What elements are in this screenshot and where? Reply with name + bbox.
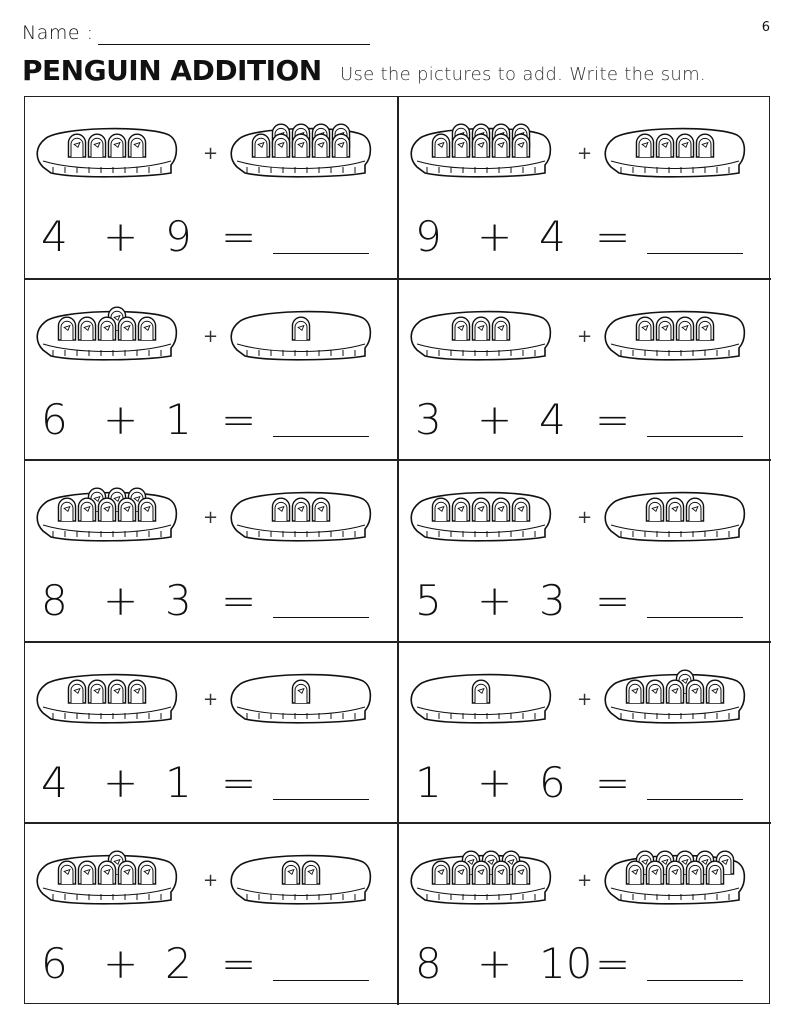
plus-sign: + bbox=[477, 939, 513, 989]
penguin-icon bbox=[98, 498, 115, 521]
equation bbox=[399, 755, 772, 815]
penguin-icon bbox=[676, 134, 693, 157]
answer-blank[interactable] bbox=[273, 253, 369, 254]
penguin-icon bbox=[666, 498, 683, 521]
penguin-icon bbox=[646, 862, 663, 885]
penguin-icon bbox=[512, 134, 529, 157]
problem-cell bbox=[398, 279, 771, 461]
penguin-icon bbox=[676, 317, 693, 340]
addend-1: 6 bbox=[41, 939, 68, 989]
penguin-icon bbox=[138, 317, 155, 340]
equation bbox=[399, 392, 772, 452]
penguin-icon bbox=[292, 134, 309, 157]
penguin-icon bbox=[452, 498, 469, 521]
addend-2: 9 bbox=[165, 212, 192, 261]
penguin-icon bbox=[646, 498, 663, 521]
penguin-icon bbox=[656, 317, 673, 340]
equation bbox=[399, 936, 772, 996]
answer-blank[interactable] bbox=[273, 980, 369, 981]
picture-plus-sign: + bbox=[203, 688, 219, 710]
addend-1: 6 bbox=[41, 394, 68, 444]
problem-cell bbox=[398, 460, 771, 642]
addend-2: 1 bbox=[165, 757, 192, 807]
addend-1: 9 bbox=[415, 212, 442, 261]
addend-2: 10 bbox=[539, 939, 593, 989]
answer-blank[interactable] bbox=[647, 617, 743, 618]
equals-sign: = bbox=[595, 394, 631, 444]
equation bbox=[25, 755, 398, 815]
penguin-icon bbox=[138, 862, 155, 885]
penguin-icon bbox=[656, 134, 673, 157]
picture-plus-sign: + bbox=[577, 688, 593, 710]
answer-blank[interactable] bbox=[273, 799, 369, 800]
problem-cell bbox=[25, 460, 398, 642]
addend-2: 3 bbox=[165, 576, 192, 626]
penguin-icon bbox=[472, 498, 489, 521]
penguin-icon bbox=[128, 680, 145, 703]
picture-plus-sign: + bbox=[577, 507, 593, 529]
penguin-icon bbox=[686, 498, 703, 521]
addend-1: 4 bbox=[41, 757, 68, 807]
addend-1: 8 bbox=[415, 939, 442, 989]
penguin-icon bbox=[646, 680, 663, 703]
equals-sign: = bbox=[595, 939, 631, 989]
penguin-icon bbox=[666, 862, 683, 885]
equation bbox=[399, 209, 772, 269]
penguin-icon bbox=[636, 317, 653, 340]
plus-sign: + bbox=[103, 212, 139, 261]
penguin-icon bbox=[292, 680, 309, 703]
addend-2: 4 bbox=[539, 394, 566, 444]
penguin-icon bbox=[432, 134, 449, 157]
problem-cell bbox=[25, 279, 398, 461]
penguin-icon bbox=[472, 317, 489, 340]
addend-1: 5 bbox=[415, 576, 442, 626]
answer-blank[interactable] bbox=[647, 980, 743, 981]
ice-floe-icon bbox=[605, 129, 744, 177]
problem-grid bbox=[24, 96, 770, 1004]
equation bbox=[25, 209, 398, 269]
penguin-icon bbox=[312, 498, 329, 521]
worksheet-title: PENGUIN ADDITION bbox=[22, 54, 322, 87]
penguin-icon bbox=[452, 862, 469, 885]
addend-2: 1 bbox=[165, 394, 192, 444]
penguin-icon bbox=[272, 498, 289, 521]
name-line[interactable] bbox=[98, 44, 370, 45]
penguin-icon bbox=[58, 317, 75, 340]
addend-2: 2 bbox=[165, 939, 192, 989]
penguin-icon bbox=[686, 680, 703, 703]
plus-sign: + bbox=[103, 394, 139, 444]
penguin-icon bbox=[108, 134, 125, 157]
penguin-icon bbox=[472, 680, 489, 703]
equals-sign: = bbox=[221, 576, 257, 626]
penguin-icon bbox=[128, 134, 145, 157]
problem-cell bbox=[398, 823, 771, 1005]
penguin-icon bbox=[68, 134, 85, 157]
penguin-icon bbox=[78, 862, 95, 885]
penguin-icon bbox=[666, 680, 683, 703]
penguin-icon bbox=[58, 498, 75, 521]
penguin-icon bbox=[492, 862, 509, 885]
problem-cell bbox=[25, 823, 398, 1005]
penguin-icon bbox=[118, 317, 135, 340]
plus-sign: + bbox=[477, 212, 513, 261]
ice-floe-icon bbox=[37, 129, 176, 177]
penguin-icon bbox=[492, 317, 509, 340]
equals-sign: = bbox=[595, 576, 631, 626]
equals-sign: = bbox=[595, 212, 631, 261]
picture-plus-sign: + bbox=[203, 507, 219, 529]
addend-1: 4 bbox=[41, 212, 68, 261]
penguin-icon bbox=[512, 498, 529, 521]
penguin-icon bbox=[706, 862, 723, 885]
page-number: 6 bbox=[761, 20, 770, 35]
penguin-icon bbox=[332, 134, 349, 157]
name-label: Name : bbox=[22, 22, 94, 44]
penguin-icon bbox=[292, 317, 309, 340]
penguin-icon bbox=[686, 862, 703, 885]
penguin-icon bbox=[78, 317, 95, 340]
penguin-icon bbox=[492, 498, 509, 521]
penguin-icon bbox=[98, 317, 115, 340]
instructions: Use the pictures to add. Write the sum. bbox=[340, 64, 706, 85]
plus-sign: + bbox=[103, 757, 139, 807]
addend-2: 3 bbox=[539, 576, 566, 626]
penguin-icon bbox=[626, 680, 643, 703]
equation bbox=[25, 936, 398, 996]
problem-cell bbox=[398, 642, 771, 824]
picture-plus-sign: + bbox=[203, 325, 219, 347]
penguin-icon bbox=[636, 134, 653, 157]
picture-plus-sign: + bbox=[577, 325, 593, 347]
equation bbox=[25, 573, 398, 633]
penguin-icon bbox=[696, 134, 713, 157]
penguin-icon bbox=[58, 862, 75, 885]
problem-cell bbox=[25, 642, 398, 824]
penguin-icon bbox=[292, 498, 309, 521]
picture-plus-sign: + bbox=[577, 870, 593, 892]
penguin-icon bbox=[432, 498, 449, 521]
penguin-icon bbox=[118, 498, 135, 521]
answer-blank[interactable] bbox=[273, 617, 369, 618]
penguin-icon bbox=[492, 134, 509, 157]
equation bbox=[25, 392, 398, 452]
plus-sign: + bbox=[477, 576, 513, 626]
penguin-icon bbox=[282, 862, 299, 885]
equation bbox=[399, 573, 772, 633]
picture-plus-sign: + bbox=[203, 870, 219, 892]
penguin-icon bbox=[626, 862, 643, 885]
picture-plus-sign: + bbox=[203, 143, 219, 164]
penguin-icon bbox=[88, 680, 105, 703]
penguin-icon bbox=[302, 862, 319, 885]
addend-1: 1 bbox=[415, 757, 442, 807]
penguin-icon bbox=[68, 680, 85, 703]
penguin-icon bbox=[272, 134, 289, 157]
plus-sign: + bbox=[103, 939, 139, 989]
penguin-icon bbox=[118, 862, 135, 885]
problem-cell bbox=[398, 97, 771, 279]
addend-1: 8 bbox=[41, 576, 68, 626]
penguin-icon bbox=[312, 134, 329, 157]
addend-2: 6 bbox=[539, 757, 566, 807]
penguin-icon bbox=[88, 134, 105, 157]
addend-2: 4 bbox=[539, 212, 566, 261]
plus-sign: + bbox=[477, 394, 513, 444]
answer-blank[interactable] bbox=[273, 436, 369, 437]
penguin-icon bbox=[512, 862, 529, 885]
penguin-icon bbox=[706, 680, 723, 703]
equals-sign: = bbox=[221, 212, 257, 261]
penguin-icon bbox=[78, 498, 95, 521]
penguin-icon bbox=[696, 317, 713, 340]
plus-sign: + bbox=[477, 757, 513, 807]
penguin-icon bbox=[452, 134, 469, 157]
answer-blank[interactable] bbox=[647, 253, 743, 254]
penguin-icon bbox=[472, 134, 489, 157]
answer-blank[interactable] bbox=[647, 436, 743, 437]
answer-blank[interactable] bbox=[647, 799, 743, 800]
penguin-icon bbox=[452, 317, 469, 340]
equals-sign: = bbox=[221, 757, 257, 807]
ice-floe-icon bbox=[605, 311, 744, 359]
plus-sign: + bbox=[103, 576, 139, 626]
problem-cell bbox=[25, 97, 398, 279]
picture-plus-sign: + bbox=[577, 143, 593, 164]
equals-sign: = bbox=[595, 757, 631, 807]
penguin-icon bbox=[472, 862, 489, 885]
penguin-icon bbox=[138, 498, 155, 521]
penguin-icon bbox=[432, 862, 449, 885]
ice-floe-icon bbox=[37, 674, 176, 722]
equals-sign: = bbox=[221, 394, 257, 444]
penguin-icon bbox=[252, 134, 269, 157]
addend-1: 3 bbox=[415, 394, 442, 444]
penguin-icon bbox=[98, 862, 115, 885]
ice-floe-icon bbox=[231, 856, 370, 904]
penguin-icon bbox=[108, 680, 125, 703]
equals-sign: = bbox=[221, 939, 257, 989]
